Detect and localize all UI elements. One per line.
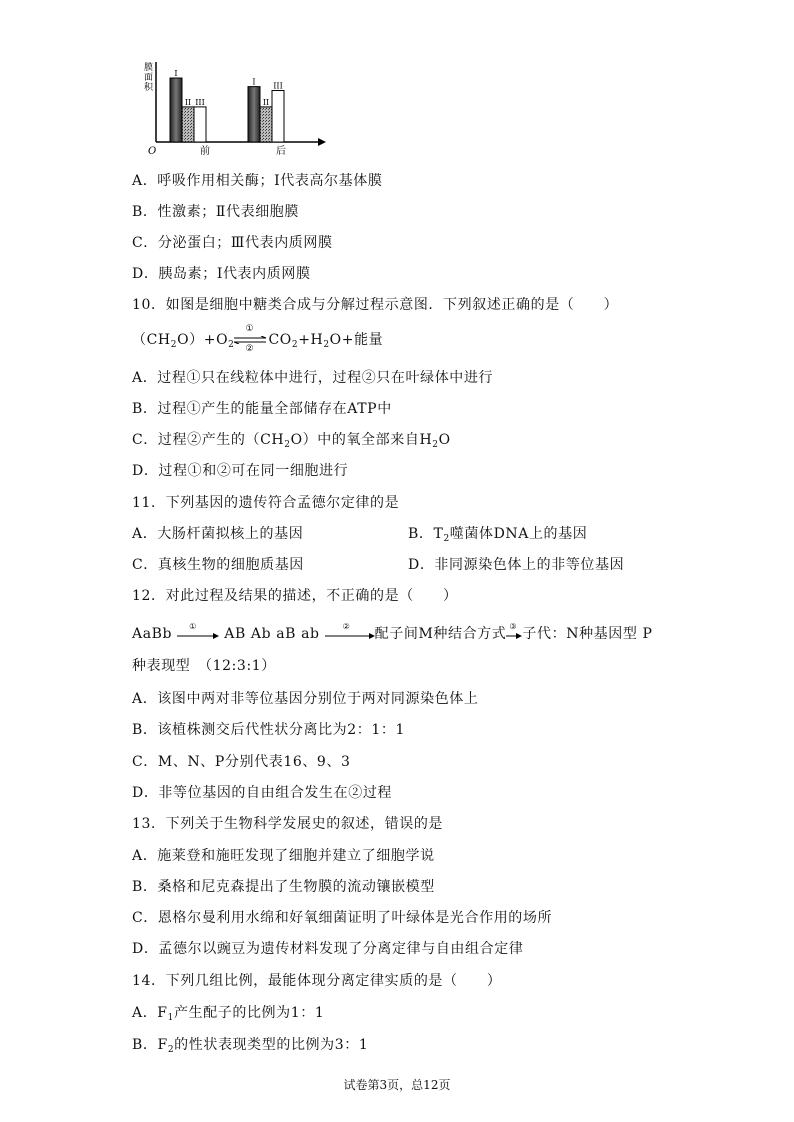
q10-stem: 10．如图是细胞中糖类合成与分解过程示意图．下列叙述正确的是（ ） xyxy=(132,297,619,313)
q10-option-b: B．过程①产生的能量全部储存在ATP中 xyxy=(132,401,392,417)
ylabel-char-1: 膜 xyxy=(144,63,154,73)
group-label-before: 前 xyxy=(200,146,210,156)
reversible-arrow xyxy=(234,324,268,354)
q12-option-a: A．该图中两对非等位基因分别位于两对同源染色体上 xyxy=(132,691,479,707)
q9-option-c: C．分泌蛋白；Ⅲ代表内质网膜 xyxy=(132,235,333,251)
arrow-top-label: ① xyxy=(245,324,255,334)
q14-option-a xyxy=(132,1004,324,1027)
q12-gametes: AB Ab aB ab xyxy=(224,626,320,642)
q12-stem: 12．对此过程及结果的描述，不正确的是（ ） xyxy=(132,588,458,604)
q13-option-b: B．桑格和尼克森提出了生物膜的流动镶嵌模型 xyxy=(132,879,435,895)
right-arrow-icon xyxy=(177,633,219,639)
q12-process xyxy=(132,622,653,643)
q10-c-part3: O xyxy=(438,432,451,448)
q14-stem: 14．下列几组比例，最能体现分离定律实质的是（ ） xyxy=(132,973,502,989)
q14-b-sub: 2 xyxy=(167,1045,175,1055)
bar-before-I xyxy=(170,78,182,142)
eq-sub3: 2 xyxy=(291,340,299,350)
q10-c-part2: O）中的氧全部来自H xyxy=(290,432,433,448)
q11-b-part2: 噬菌体DNA上的基因 xyxy=(449,526,588,542)
eq-left: （CH xyxy=(132,332,171,348)
q14-a-part1: A．F xyxy=(132,1005,168,1021)
bar-label-before-I: I xyxy=(174,69,178,79)
step2-label: ② xyxy=(342,622,351,631)
q11-option-c: C．真核生物的细胞质基因 xyxy=(132,557,304,573)
q14-a-sub: 1 xyxy=(167,1013,174,1023)
eq-right: O+能量 xyxy=(329,332,384,348)
bar-label-after-II: II xyxy=(262,97,270,107)
bar-before-III xyxy=(194,107,206,142)
eq-sub2: 2 xyxy=(228,340,235,350)
bars-group xyxy=(170,69,284,142)
q11-option-b xyxy=(408,525,587,548)
q11-b-part1: B．T xyxy=(408,526,444,542)
eq-mid1: O）+O xyxy=(177,332,229,348)
q12-parent-genotype: AaBb xyxy=(132,626,173,642)
x-axis-arrow xyxy=(318,138,326,146)
q13-option-a: A．施莱登和施旺发现了细胞并建立了细胞学说 xyxy=(132,848,435,864)
q11-b-sub: 2 xyxy=(443,534,450,544)
step1-arrow xyxy=(177,622,219,643)
bar-after-II xyxy=(260,107,272,142)
step3-label: ③ xyxy=(509,622,518,631)
q10-option-c xyxy=(132,431,451,454)
double-arrow-icon xyxy=(234,336,268,344)
q9-option-b: B．性激素；Ⅱ代表细胞膜 xyxy=(132,204,300,220)
q11-stem: 11．下列基因的遗传符合孟德尔定律的是 xyxy=(132,495,400,511)
q9-option-d: D．胰岛素；Ⅰ代表内质网膜 xyxy=(132,266,311,282)
step1-label: ① xyxy=(189,622,197,631)
q14-a-part2: 产生配子的比例为1：1 xyxy=(173,1005,325,1021)
bar-label-before-III: III xyxy=(195,97,205,107)
q10-c-sub1: 2 xyxy=(284,440,291,450)
group-label-after: 后 xyxy=(276,146,286,156)
step3-arrow xyxy=(506,622,522,643)
q12-result-line2: 种表现型 （12:3:1） xyxy=(132,658,276,674)
bar-before-II xyxy=(182,107,194,142)
bar-label-before-II: II xyxy=(184,97,192,107)
q14-b-part2: 的性状表现类型的比例为3：1 xyxy=(174,1037,369,1053)
q11-option-d: D．非同源染色体上的非等位基因 xyxy=(408,557,625,573)
q9-option-a: A．呼吸作用相关酶；Ⅰ代表高尔基体膜 xyxy=(132,173,383,189)
ylabel-char-3: 积 xyxy=(144,83,154,93)
q12-option-c: C．M、N、P分别代表16、9、3 xyxy=(132,754,351,770)
right-arrow-icon xyxy=(325,633,375,639)
eq-co2: CO xyxy=(268,332,292,348)
q14-b-part1: B．F xyxy=(132,1037,168,1053)
bar-after-I xyxy=(248,87,260,142)
q12-combine: 配子间M种结合方式 xyxy=(374,626,507,642)
q13-option-d: D．孟德尔以豌豆为遗传材料发现了分离定律与自由组合定律 xyxy=(132,941,524,957)
bar-after-III xyxy=(272,91,284,142)
q12-option-d: D．非等位基因的自由组合发生在②过程 xyxy=(132,785,393,801)
arrow-bottom-label: ② xyxy=(245,344,255,354)
ylabel-char-2: 面 xyxy=(144,73,154,83)
membrane-area-chart xyxy=(140,60,340,156)
eq-h2o: +H xyxy=(298,332,324,348)
eq-sub4: 2 xyxy=(323,340,330,350)
q10-option-a: A．过程①只在线粒体中进行，过程②只在叶绿体中进行 xyxy=(132,370,494,386)
q13-stem: 13．下列关于生物科学发展史的叙述，错误的是 xyxy=(132,816,444,832)
q10-c-sub2: 2 xyxy=(432,440,439,450)
step2-arrow xyxy=(325,622,375,643)
q13-option-c: C．恩格尔曼利用水绵和好氧细菌证明了叶绿体是光合作用的场所 xyxy=(132,910,553,926)
bar-label-after-I: I xyxy=(252,77,256,87)
q10-option-d: D．过程①和②可在同一细胞进行 xyxy=(132,463,349,479)
q14-option-b xyxy=(132,1036,368,1059)
page-footer: 试卷第3页，总12页 xyxy=(343,1078,451,1092)
bar-label-after-III: III xyxy=(273,81,283,91)
eq-sub1: 2 xyxy=(170,340,178,350)
chart-svg xyxy=(140,60,340,156)
q10-equation xyxy=(132,324,384,354)
q12-result: 子代：N种基因型 P xyxy=(522,626,653,642)
right-arrow-icon xyxy=(506,633,522,639)
q11-option-a: A．大肠杆菌拟核上的基因 xyxy=(132,526,304,542)
origin-label: O xyxy=(148,146,157,156)
q10-c-part1: C．过程②产生的（CH xyxy=(132,432,285,448)
q12-option-b: B．该植株测交后代性状分离比为2：1：1 xyxy=(132,722,406,738)
